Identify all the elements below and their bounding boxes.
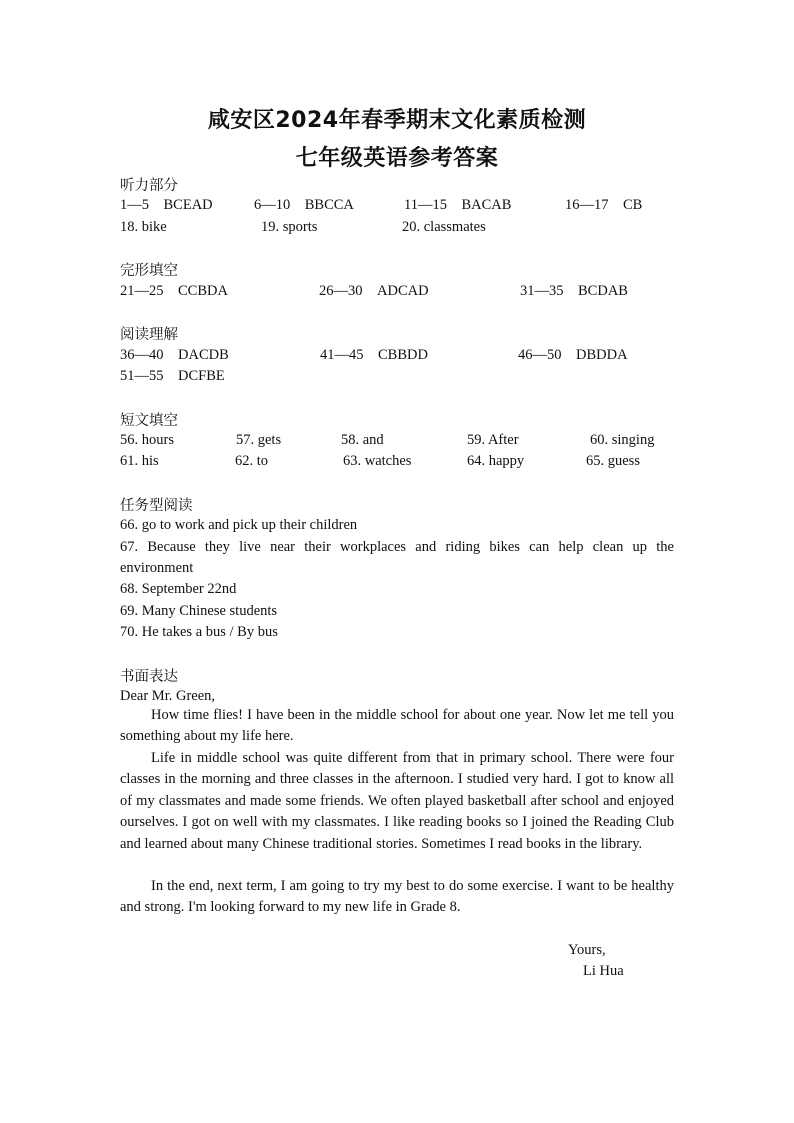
letter-paragraph-2: Life in middle school was quite different from that in primary school. There were four classes in the morning and three classes in the afternoon. I studied very hard. I got to know all of my classmates and made some friends. We often played basketball after school and enjoyed ourselves. I got on well with my classmates. I like reading books so I joined the Reading Club and learned about many Chinese traditional stories. Sometimes I read books in the library. <box>120 750 674 852</box>
section-heading-reading: 阅读理解 <box>120 327 178 343</box>
letter-salutation: Dear Mr. Green, <box>120 688 216 704</box>
answer-item: 18. bike <box>120 219 167 235</box>
letter-paragraph-3: In the end, next term, I am going to try my best to do some exercise. I want to be healthy and strong. I'm looking forward to my new life in Grade 8. <box>120 878 674 916</box>
document-title: 咸安区2024年春季期末文化素质检测 <box>207 108 587 133</box>
answer-item: 59. After <box>467 432 519 448</box>
letter-closing: Yours, <box>568 942 606 958</box>
answer-item: 56. hours <box>120 432 174 448</box>
answer-item: 60. singing <box>590 432 655 448</box>
answer-67-continued: environment <box>120 560 194 576</box>
answer-group: 16—17 CB <box>565 197 643 213</box>
answer-group: 51—55 DCFBE <box>120 368 225 384</box>
section-heading-task-reading: 任务型阅读 <box>120 498 193 514</box>
letter-signature: Li Hua <box>583 963 624 979</box>
document-subtitle: 七年级英语参考答案 <box>295 146 499 171</box>
answer-item: 61. his <box>120 453 159 469</box>
answer-group: 11—15 BACAB <box>404 197 512 213</box>
answer-item: 65. guess <box>586 453 640 469</box>
answer-item: 63. watches <box>343 453 412 469</box>
answer-group: 21—25 CCBDA <box>120 283 228 299</box>
section-heading-listening: 听力部分 <box>120 178 178 194</box>
section-heading-writing: 书面表达 <box>120 669 178 685</box>
answer-68: 68. September 22nd <box>120 581 237 597</box>
answer-group: 41—45 CBBDD <box>320 347 428 363</box>
section-heading-passage-fill: 短文填空 <box>120 413 178 429</box>
answer-item: 62. to <box>235 453 269 469</box>
section-heading-cloze: 完形填空 <box>120 263 178 279</box>
answer-69: 69. Many Chinese students <box>120 603 278 619</box>
answer-item: 58. and <box>341 432 384 448</box>
answer-66: 66. go to work and pick up their children <box>120 517 358 533</box>
answer-group: 46—50 DBDDA <box>518 347 628 363</box>
answer-70: 70. He takes a bus / By bus <box>120 624 278 640</box>
answer-group: 26—30 ADCAD <box>319 283 429 299</box>
answer-group: 31—35 BCDAB <box>520 283 628 299</box>
answer-item: 57. gets <box>236 432 282 448</box>
answer-item: 64. happy <box>467 453 525 469</box>
answer-67: 67. Because they live near their workplaces and riding bikes can help clean up the <box>120 539 674 555</box>
answer-group: 36—40 DACDB <box>120 347 229 363</box>
answer-item: 19. sports <box>261 219 318 235</box>
answer-group: 1—5 BCEAD <box>120 197 213 213</box>
answer-group: 6—10 BBCCA <box>254 197 354 213</box>
answer-item: 20. classmates <box>402 219 486 235</box>
letter-paragraph-1: How time flies! I have been in the middle school for about one year. Now let me tell you something about my life here. <box>120 707 674 745</box>
